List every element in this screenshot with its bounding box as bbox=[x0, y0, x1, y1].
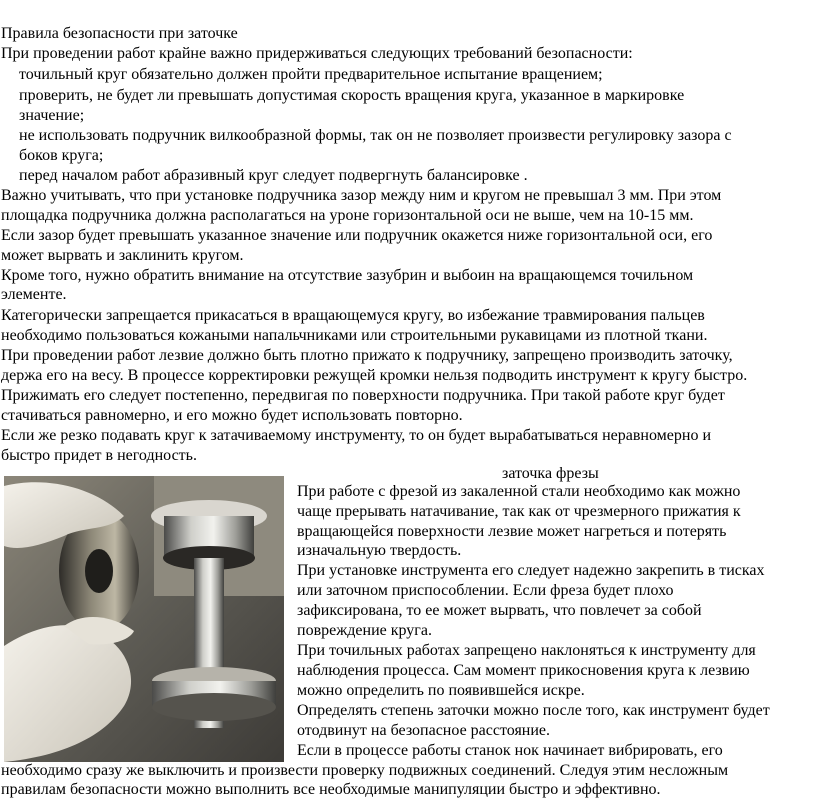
final-paragraph-line-3: правилам безопасности можно выполнить все необходимые манипуляции быстро и эффективно. bbox=[1, 781, 661, 798]
paragraph-defects-1: Кроме того, нужно обратить внимание на отсутствие зазубрин и выбоин на вращающемся точильном bbox=[1, 267, 694, 284]
paragraph-defects-2: элементе. bbox=[1, 286, 67, 303]
photo-cutter-bore bbox=[85, 549, 113, 593]
paragraph-pressing-2: стачиваться равномерно, и его можно будет использовать повторно. bbox=[1, 407, 463, 424]
page-title: Правила безопасности при заточке bbox=[1, 25, 238, 42]
side-paragraph-1-line-4: изначальную твердость. bbox=[297, 542, 462, 559]
section-heading: заточка фрезы bbox=[502, 465, 599, 482]
final-paragraph-line-2: необходимо сразу же выключить и произвести проверку подвижных соединений. Следуя этим несложным bbox=[1, 762, 729, 779]
rule-3: не использовать подручник вилкообразной формы, так он не позволяет произвести регулировку зазора с bbox=[19, 127, 732, 144]
side-paragraph-3-line-3: можно определить по появившейся искре. bbox=[297, 682, 585, 699]
paragraph-clearance-2: может вырвать и заклинить кругом. bbox=[1, 247, 244, 264]
paragraph-gloves-2: необходимо пользоваться кожаными напальчниками или строительными рукавицами из плотной ткани. bbox=[1, 327, 708, 344]
final-paragraph-line-1: Если в процессе работы станок нок начинает вибрировать, его bbox=[297, 742, 723, 759]
paragraph-blade-2: держа его на весу. В процессе корректировки режущей кромки нельзя подводить инструмент к кругу быстро. bbox=[1, 367, 748, 384]
side-paragraph-4-line-1: Определять степень заточки можно после того, как инструмент будет bbox=[297, 702, 770, 719]
paragraph-clearance-1: Если зазор будет превышать указанное значение или подручник окажется ниже горизонтальной оси, его bbox=[1, 227, 713, 244]
side-paragraph-1-line-3: вращающейся поверхности лезвие может нагреться и потерять bbox=[297, 523, 727, 540]
side-paragraph-2-line-1: При установке инструмента его следует надежно закрепить в тисках bbox=[297, 562, 765, 579]
side-paragraph-2-line-2: или заточном приспособлении. Если фреза будет плохо bbox=[297, 582, 674, 599]
side-paragraph-2-line-4: повреждение круга. bbox=[297, 622, 432, 639]
paragraph-pressing-1: Прижимать его следует постепенно, передвигая по поверхности подручника. При такой работе круг будет bbox=[1, 387, 725, 404]
side-paragraph-1-line-1: При работе с фрезой из закаленной стали необходимо как можно bbox=[297, 483, 741, 500]
rule-4: перед началом работ абразивный круг следует подвергнуть балансировке . bbox=[19, 167, 528, 184]
side-paragraph-3-line-1: При точильных работах запрещено наклоняться к инструменту для bbox=[297, 642, 756, 659]
paragraph-abrupt-1: Если же резко подавать круг к затачиваемому инструменту, то он будет вырабатываться неравномерно и bbox=[1, 427, 712, 444]
rule-3-cont: боков круга; bbox=[19, 147, 104, 164]
side-paragraph-3-line-2: наблюдения процесса. Сам момент прикосновения круга к лезвию bbox=[297, 662, 750, 679]
photo-lower-disc-bottom bbox=[152, 693, 276, 721]
paragraph-gap-2: площадка подручника должна располагаться на уроне горизонтальной оси не выше, чем на 10-15 мм. bbox=[1, 207, 694, 224]
rule-1: точильный круг обязательно должен пройти предварительное испытание вращением; bbox=[19, 66, 603, 83]
intro-text: При проведении работ крайне важно придерживаться следующих требований безопасности: bbox=[1, 45, 633, 62]
rule-2-cont: значение; bbox=[19, 107, 85, 124]
paragraph-gloves-1: Категорически запрещается прикасаться в вращающемуся кругу, во избежание травмирования пальцев bbox=[1, 307, 705, 324]
rule-2: проверить, не будет ли превышать допустимая скорость вращения круга, указанное в маркировке bbox=[19, 87, 685, 104]
paragraph-gap-1: Важно учитывать, что при установке подручника зазор между ним и кругом не превышал 3 мм. При этом bbox=[1, 187, 722, 204]
side-paragraph-1-line-2: чаще прерывать натачивание, так как от чрезмерного прижатия к bbox=[297, 503, 741, 520]
side-paragraph-2-line-3: зафиксирована, то ее может вырвать, что повлечет за собой bbox=[297, 602, 702, 619]
side-paragraph-4-line-2: отодвинут на безопасное расстояние. bbox=[297, 722, 551, 739]
paragraph-abrupt-2: быстро придет в негодность. bbox=[1, 447, 197, 464]
paragraph-blade-1: При проведении работ лезвие должно быть плотно прижато к подручнику, запрещено производить заточку, bbox=[1, 347, 733, 364]
sharpening-photo bbox=[4, 476, 284, 762]
